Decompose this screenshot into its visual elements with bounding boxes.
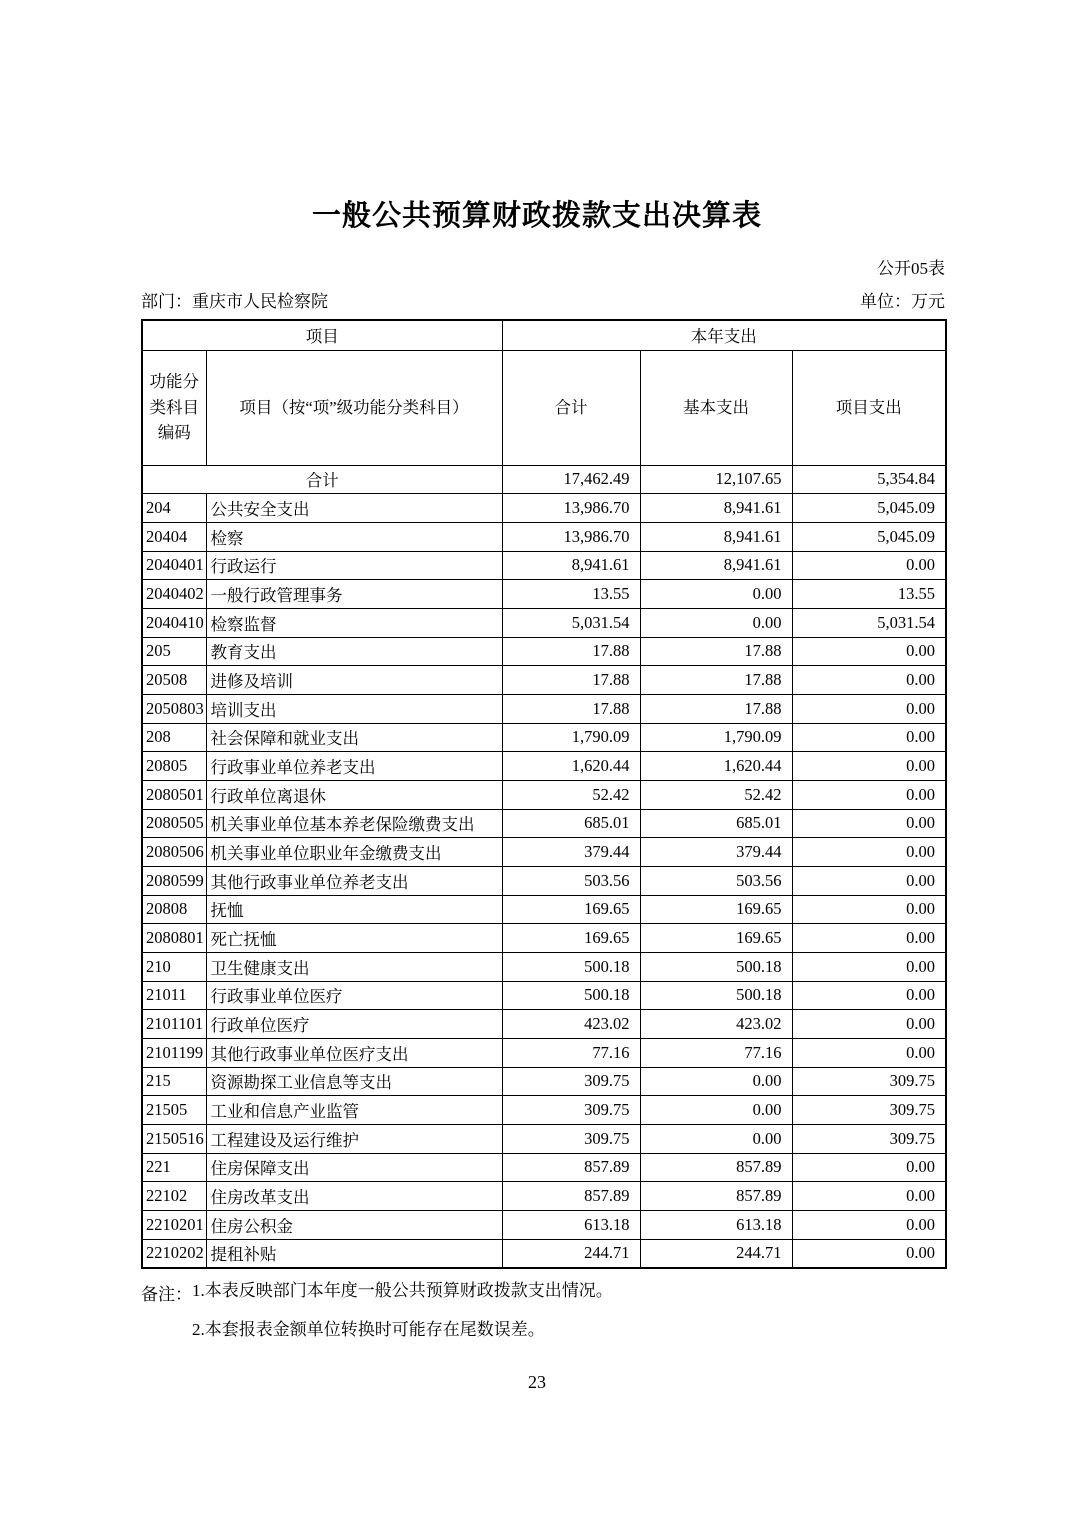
code-cell: 21505 [142, 1096, 206, 1125]
total-basic-cell: 12,107.65 [640, 465, 792, 494]
page-title: 一般公共预算财政拨款支出决算表 [311, 200, 762, 232]
code-cell: 208 [142, 723, 206, 752]
total-cell: 17.88 [502, 637, 640, 666]
table-row [142, 637, 946, 666]
basic-cell: 857.89 [640, 1153, 792, 1182]
total-cell: 685.01 [502, 809, 640, 838]
name-cell: 卫生健康支出 [206, 952, 502, 981]
table-row [142, 838, 946, 867]
basic-cell: 685.01 [640, 809, 792, 838]
project-cell: 0.00 [792, 809, 946, 838]
table-row [142, 1096, 946, 1125]
code-cell: 2080505 [142, 809, 206, 838]
table-row [142, 809, 946, 838]
basic-cell: 8,941.61 [640, 494, 792, 523]
project-cell: 0.00 [792, 1038, 946, 1067]
total-cell: 503.56 [502, 866, 640, 895]
total-cell: 309.75 [502, 1124, 640, 1153]
total-cell: 169.65 [502, 895, 640, 924]
total-cell: 8,941.61 [502, 551, 640, 580]
total-cell: 613.18 [502, 1210, 640, 1239]
total-project-cell: 5,354.84 [792, 465, 946, 494]
project-cell: 309.75 [792, 1067, 946, 1096]
name-cell: 行政单位医疗 [206, 1010, 502, 1039]
table-row [142, 1124, 946, 1153]
name-cell: 提租补贴 [206, 1239, 502, 1268]
project-cell: 309.75 [792, 1096, 946, 1125]
project-cell: 13.55 [792, 580, 946, 609]
table-row [142, 752, 946, 781]
basic-cell: 500.18 [640, 981, 792, 1010]
table-row [142, 981, 946, 1010]
table-row [142, 1067, 946, 1096]
meta-row [141, 287, 945, 312]
table-code-label: 公开05表 [877, 259, 945, 278]
table-row [142, 924, 946, 953]
code-cell: 2210201 [142, 1210, 206, 1239]
total-cell: 17.88 [502, 666, 640, 695]
code-cell: 2210202 [142, 1239, 206, 1268]
basic-cell: 8,941.61 [640, 551, 792, 580]
page-number: 23 [528, 1372, 546, 1392]
header-col-name: 项目（按“项”级功能分类科目） [206, 350, 502, 465]
notes [141, 1280, 945, 1358]
table-row [142, 780, 946, 809]
project-cell: 0.00 [792, 723, 946, 752]
code-cell: 2040401 [142, 551, 206, 580]
project-cell: 0.00 [792, 1010, 946, 1039]
basic-cell: 0.00 [640, 1067, 792, 1096]
notes-lines [192, 1280, 945, 1358]
name-cell: 培训支出 [206, 694, 502, 723]
table-row [142, 1210, 946, 1239]
total-label-cell: 合计 [142, 465, 502, 494]
table-row [142, 1010, 946, 1039]
table-row [142, 666, 946, 695]
project-cell: 0.00 [792, 924, 946, 953]
project-cell: 0.00 [792, 866, 946, 895]
basic-cell: 857.89 [640, 1182, 792, 1211]
table-row [142, 580, 946, 609]
name-cell: 死亡抚恤 [206, 924, 502, 953]
table-row [142, 1038, 946, 1067]
total-cell: 52.42 [502, 780, 640, 809]
name-cell: 机关事业单位职业年金缴费支出 [206, 838, 502, 867]
table-row [142, 494, 946, 523]
basic-cell: 169.65 [640, 924, 792, 953]
name-cell: 检察 [206, 522, 502, 551]
code-cell: 2040410 [142, 608, 206, 637]
basic-cell: 1,620.44 [640, 752, 792, 781]
project-cell: 0.00 [792, 752, 946, 781]
code-cell: 20404 [142, 522, 206, 551]
basic-cell: 169.65 [640, 895, 792, 924]
name-cell: 住房公积金 [206, 1210, 502, 1239]
code-cell: 20808 [142, 895, 206, 924]
total-cell: 13,986.70 [502, 522, 640, 551]
code-cell: 2080501 [142, 780, 206, 809]
basic-cell: 423.02 [640, 1010, 792, 1039]
code-cell: 20508 [142, 666, 206, 695]
table-row [142, 608, 946, 637]
table-row [142, 694, 946, 723]
name-cell: 教育支出 [206, 637, 502, 666]
basic-cell: 1,790.09 [640, 723, 792, 752]
project-cell: 0.00 [792, 838, 946, 867]
project-cell: 5,031.54 [792, 608, 946, 637]
header-group-row [142, 320, 946, 350]
total-cell: 857.89 [502, 1182, 640, 1211]
project-cell: 0.00 [792, 952, 946, 981]
code-cell: 2080599 [142, 866, 206, 895]
header-col-code: 功能分类科目编码 [142, 350, 206, 465]
code-cell: 2050803 [142, 694, 206, 723]
project-cell: 5,045.09 [792, 522, 946, 551]
table-row [142, 895, 946, 924]
code-cell: 2150516 [142, 1124, 206, 1153]
total-cell: 379.44 [502, 838, 640, 867]
basic-cell: 379.44 [640, 838, 792, 867]
total-cell: 13.55 [502, 580, 640, 609]
project-cell: 0.00 [792, 666, 946, 695]
total-cell: 17.88 [502, 694, 640, 723]
basic-cell: 8,941.61 [640, 522, 792, 551]
total-cell: 1,620.44 [502, 752, 640, 781]
name-cell: 住房改革支出 [206, 1182, 502, 1211]
code-cell: 2101101 [142, 1010, 206, 1039]
code-cell: 221 [142, 1153, 206, 1182]
total-cell: 423.02 [502, 1010, 640, 1039]
name-cell: 进修及培训 [206, 666, 502, 695]
name-cell: 检察监督 [206, 608, 502, 637]
code-cell: 205 [142, 637, 206, 666]
total-cell: 309.75 [502, 1096, 640, 1125]
budget-table [141, 319, 947, 1269]
unit-label: 单位：万元 [860, 292, 945, 311]
header-col-basic: 基本支出 [640, 350, 792, 465]
header-col-project: 项目支出 [792, 350, 946, 465]
basic-cell: 503.56 [640, 866, 792, 895]
project-cell: 0.00 [792, 1239, 946, 1268]
basic-cell: 0.00 [640, 608, 792, 637]
name-cell: 抚恤 [206, 895, 502, 924]
notes-label: 备注： [141, 1284, 192, 1304]
header-col-total: 合计 [502, 350, 640, 465]
total-cell: 13,986.70 [502, 494, 640, 523]
project-cell: 0.00 [792, 981, 946, 1010]
basic-cell: 17.88 [640, 637, 792, 666]
basic-cell: 0.00 [640, 580, 792, 609]
basic-cell: 500.18 [640, 952, 792, 981]
name-cell: 社会保障和就业支出 [206, 723, 502, 752]
total-cell: 857.89 [502, 1153, 640, 1182]
code-cell: 210 [142, 952, 206, 981]
total-cell: 500.18 [502, 981, 640, 1010]
name-cell: 行政单位离退休 [206, 780, 502, 809]
project-cell: 0.00 [792, 551, 946, 580]
basic-cell: 77.16 [640, 1038, 792, 1067]
total-cell: 77.16 [502, 1038, 640, 1067]
total-sum-cell: 17,462.49 [502, 465, 640, 494]
name-cell: 行政事业单位养老支出 [206, 752, 502, 781]
total-cell: 5,031.54 [502, 608, 640, 637]
basic-cell: 17.88 [640, 666, 792, 695]
total-cell: 169.65 [502, 924, 640, 953]
note-line: 2.本套报表金额单位转换时可能存在尾数误差。 [192, 1319, 545, 1339]
table-row [142, 1153, 946, 1182]
project-cell: 5,045.09 [792, 494, 946, 523]
header-group-item: 项目 [142, 320, 502, 350]
table-row [142, 866, 946, 895]
table-row [142, 1239, 946, 1268]
name-cell: 工程建设及运行维护 [206, 1124, 502, 1153]
code-cell: 21011 [142, 981, 206, 1010]
name-cell: 资源勘探工业信息等支出 [206, 1067, 502, 1096]
table-row [142, 551, 946, 580]
note-line: 1.本表反映部门本年度一般公共预算财政拨款支出情况。 [192, 1280, 613, 1300]
name-cell: 行政运行 [206, 551, 502, 580]
document-content [141, 254, 945, 1358]
total-cell: 244.71 [502, 1239, 640, 1268]
name-cell: 工业和信息产业监管 [206, 1096, 502, 1125]
code-cell: 22102 [142, 1182, 206, 1211]
project-cell: 0.00 [792, 637, 946, 666]
table-row [142, 1182, 946, 1211]
project-cell: 0.00 [792, 1182, 946, 1211]
header-group-year: 本年支出 [502, 320, 946, 350]
code-cell: 2080506 [142, 838, 206, 867]
name-cell: 行政事业单位医疗 [206, 981, 502, 1010]
code-cell: 204 [142, 494, 206, 523]
code-cell: 215 [142, 1067, 206, 1096]
code-cell: 20805 [142, 752, 206, 781]
name-cell: 其他行政事业单位养老支出 [206, 866, 502, 895]
project-cell: 0.00 [792, 1210, 946, 1239]
project-cell: 0.00 [792, 780, 946, 809]
department-label: 部门：重庆市人民检察院 [141, 292, 328, 311]
code-cell: 2080801 [142, 924, 206, 953]
project-cell: 309.75 [792, 1124, 946, 1153]
table-row-total [142, 465, 946, 494]
table-row [142, 952, 946, 981]
total-cell: 1,790.09 [502, 723, 640, 752]
project-cell: 0.00 [792, 895, 946, 924]
total-cell: 500.18 [502, 952, 640, 981]
name-cell: 机关事业单位基本养老保险缴费支出 [206, 809, 502, 838]
project-cell: 0.00 [792, 694, 946, 723]
basic-cell: 613.18 [640, 1210, 792, 1239]
table-row [142, 522, 946, 551]
basic-cell: 0.00 [640, 1096, 792, 1125]
total-cell: 309.75 [502, 1067, 640, 1096]
header-columns-row [142, 350, 946, 465]
code-cell: 2101199 [142, 1038, 206, 1067]
code-cell: 2040402 [142, 580, 206, 609]
name-cell: 其他行政事业单位医疗支出 [206, 1038, 502, 1067]
table-header [142, 320, 946, 465]
name-cell: 一般行政管理事务 [206, 580, 502, 609]
basic-cell: 0.00 [640, 1124, 792, 1153]
project-cell: 0.00 [792, 1153, 946, 1182]
basic-cell: 17.88 [640, 694, 792, 723]
basic-cell: 52.42 [640, 780, 792, 809]
basic-cell: 244.71 [640, 1239, 792, 1268]
table-row [142, 723, 946, 752]
table-body [142, 465, 946, 1268]
name-cell: 住房保障支出 [206, 1153, 502, 1182]
name-cell: 公共安全支出 [206, 494, 502, 523]
